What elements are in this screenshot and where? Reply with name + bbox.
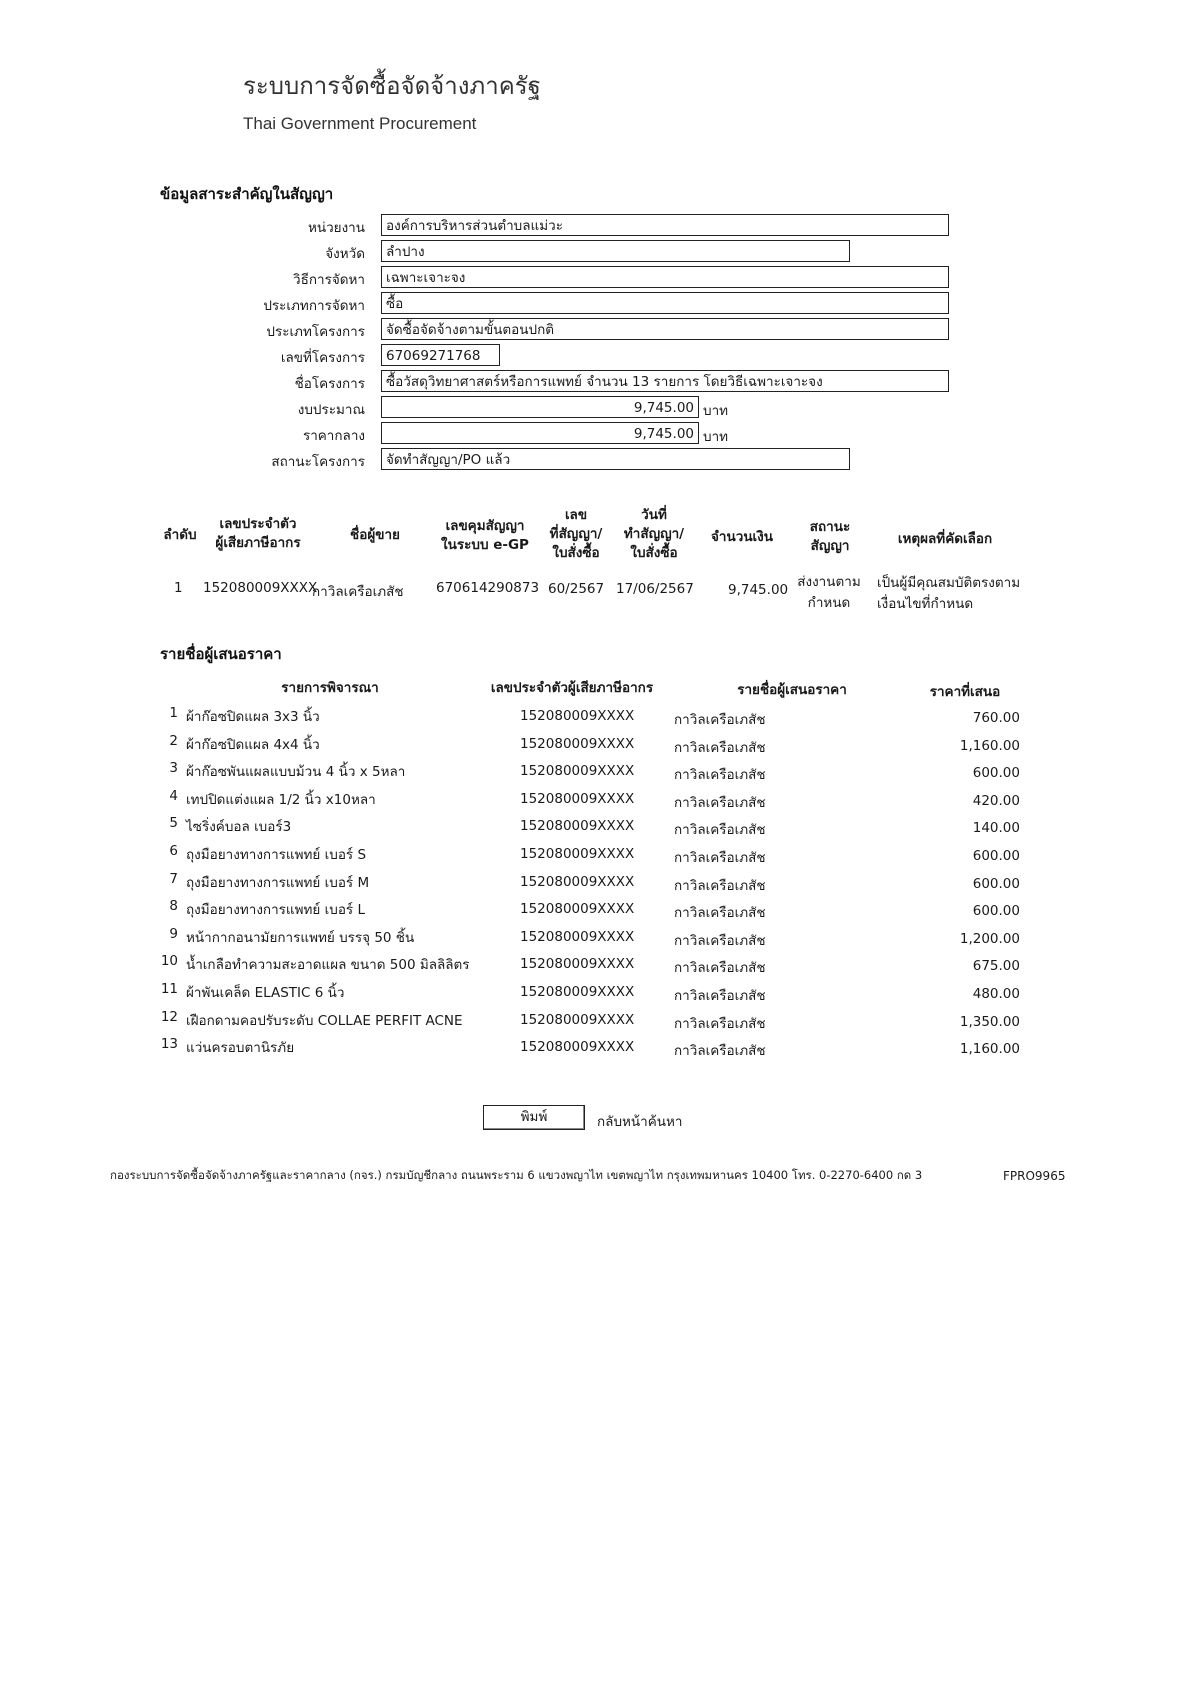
bidder-row-price: 1,200.00 <box>959 931 1020 947</box>
bidder-row-name: กาวิลเครือเภสัช <box>674 740 766 756</box>
bidder-row-name: กาวิลเครือเภสัช <box>674 1016 766 1032</box>
bidder-row-item: ผ้าพันเคล็ด ELASTIC 6 นิ้ว <box>186 985 345 1001</box>
field-label-project-type: ประเภทโครงการ <box>266 324 365 340</box>
field-value-agency: องค์การบริหารส่วนตำบลแม่วะ <box>381 214 949 236</box>
bidder-row-price: 600.00 <box>972 876 1020 892</box>
field-label-procurement-type: ประเภทการจัดหา <box>263 298 365 314</box>
bidder-row-tax-id: 152080009XXXX <box>520 1039 635 1055</box>
bidder-row-no: 6 <box>169 843 178 859</box>
bidder-row-name: กาวิลเครือเภสัช <box>674 1043 766 1059</box>
field-value-province: ลำปาง <box>381 240 850 262</box>
bidder-row-tax-id: 152080009XXXX <box>520 901 635 917</box>
bidder-row-price: 1,160.00 <box>959 1041 1020 1057</box>
contract-header-amount: จำนวนเงิน <box>711 529 773 545</box>
field-label-budget: งบประมาณ <box>297 402 365 418</box>
bidder-row-item: ผ้าก๊อซพันแผลแบบม้วน 4 นิ้ว x 5หลา <box>186 764 406 780</box>
field-label-median-price: ราคากลาง <box>302 428 365 444</box>
budget-unit: บาท <box>703 403 729 419</box>
bidder-row-price: 140.00 <box>972 820 1020 836</box>
bidder-row-no: 7 <box>169 871 178 887</box>
field-label-method: วิธีการจัดหา <box>293 272 365 288</box>
page-title-english: Thai Government Procurement <box>243 114 477 133</box>
back-to-search-link[interactable]: กลับหน้าค้นหา <box>597 1114 683 1130</box>
bidder-row-no: 8 <box>169 898 178 914</box>
summary-heading: ข้อมูลสาระสำคัญในสัญญา <box>160 185 334 203</box>
bidders-heading: รายชื่อผู้เสนอราคา <box>160 645 282 663</box>
bidder-row-item: ไซริ่งค์บอล เบอร์3 <box>186 819 292 835</box>
bidder-row-no: 1 <box>169 705 178 721</box>
bidder-row-item: ผ้าก๊อซปิดแผล 3x3 นิ้ว <box>186 709 320 725</box>
bidder-row-name: กาวิลเครือเภสัช <box>674 712 766 728</box>
contract-row-tax-id: 152080009XXXX <box>203 580 318 596</box>
bidder-row-tax-id: 152080009XXXX <box>520 846 635 862</box>
contract-header-vendor: ชื่อผู้ขาย <box>350 527 400 543</box>
bidder-row-item: หน้ากากอนามัยการแพทย์ บรรจุ 50 ชิ้น <box>186 930 415 946</box>
bidder-row-no: 12 <box>160 1009 178 1025</box>
bidder-row-price: 1,160.00 <box>959 738 1020 754</box>
bidder-row-no: 10 <box>160 953 178 969</box>
contract-header-status: สถานะ สัญญา <box>809 519 851 554</box>
bidders-header-tax-id: เลขประจำตัวผู้เสียภาษีอากร <box>490 680 654 696</box>
field-value-budget: 9,745.00 <box>381 396 699 418</box>
bidder-row-tax-id: 152080009XXXX <box>520 791 635 807</box>
bidder-row-tax-id: 152080009XXXX <box>520 1012 635 1028</box>
contract-header-no: ลำดับ <box>163 527 197 543</box>
field-value-method: เฉพาะเจาะจง <box>381 266 949 288</box>
page-title-thai: ระบบการจัดซื้อจัดจ้างภาครัฐ <box>243 72 541 100</box>
bidder-row-item: ถุงมือยางทางการแพทย์ เบอร์ M <box>186 875 370 891</box>
bidder-row-tax-id: 152080009XXXX <box>520 763 635 779</box>
contract-row-vendor: กาวิลเครือเภสัช <box>312 584 404 600</box>
field-value-procurement-type: ซื้อ <box>381 292 949 314</box>
median-price-unit: บาท <box>703 429 729 445</box>
bidder-row-no: 9 <box>169 926 178 942</box>
bidder-row-name: กาวิลเครือเภสัช <box>674 905 766 921</box>
bidder-row-item: น้ำเกลือทำความสะอาดแผล ขนาด 500 มิลลิลิตร <box>186 957 470 973</box>
bidder-row-name: กาวิลเครือเภสัช <box>674 960 766 976</box>
field-value-project-status: จัดทำสัญญา/PO แล้ว <box>381 448 850 470</box>
footer-address: กองระบบการจัดซื้อจัดจ้างภาครัฐและราคากลาง (กจร.) กรมบัญชีกลาง ถนนพระราม 6 แขวงพญาไท เขตพญาไท กรุงเทพมหานคร 10400 โทร. 0-2270-6400 กด 3 <box>110 1168 923 1182</box>
bidder-row-name: กาวิลเครือเภสัช <box>674 988 766 1004</box>
bidder-row-tax-id: 152080009XXXX <box>520 818 635 834</box>
field-value-median-price: 9,745.00 <box>381 422 699 444</box>
contract-row-amount: 9,745.00 <box>728 582 789 598</box>
contract-header-egp: เลขคุมสัญญา ในระบบ e-GP <box>441 518 529 553</box>
footer-form-code: FPRO9965 <box>1003 1169 1066 1183</box>
field-value-project-type: จัดซื้อจัดจ้างตามขั้นตอนปกติ <box>381 318 949 340</box>
bidder-row-tax-id: 152080009XXXX <box>520 929 635 945</box>
field-value-project-name: ซื้อวัสดุวิทยาศาสตร์หรือการแพทย์ จำนวน 13 รายการ โดยวิธีเฉพาะเจาะจง <box>381 370 949 392</box>
contract-row-status: ส่งงานตาม กำหนด <box>797 574 861 611</box>
bidder-row-name: กาวิลเครือเภสัช <box>674 822 766 838</box>
bidder-row-no: 13 <box>160 1036 178 1052</box>
bidder-row-name: กาวิลเครือเภสัช <box>674 795 766 811</box>
print-button[interactable]: พิมพ์ <box>483 1105 585 1130</box>
contract-header-contract-no: เลข ที่สัญญา/ ใบสั่งซื้อ <box>549 507 603 561</box>
bidder-row-tax-id: 152080009XXXX <box>520 874 635 890</box>
bidder-row-price: 600.00 <box>972 765 1020 781</box>
bidder-row-item: เทปปิดแต่งแผล 1/2 นิ้ว x10หลา <box>186 792 376 808</box>
contract-header-tax-id: เลขประจำตัว ผู้เสียภาษีอากร <box>215 516 301 551</box>
bidder-row-no: 4 <box>169 788 178 804</box>
bidders-header-price: ราคาที่เสนอ <box>929 684 1001 700</box>
field-label-project-number: เลขที่โครงการ <box>280 350 365 366</box>
bidder-row-item: แว่นครอบตานิรภัย <box>186 1040 295 1056</box>
bidder-row-no: 3 <box>169 760 178 776</box>
bidder-row-name: กาวิลเครือเภสัช <box>674 767 766 783</box>
field-label-province: จังหวัด <box>325 246 365 262</box>
bidder-row-item: ถุงมือยางทางการแพทย์ เบอร์ S <box>186 847 367 863</box>
bidder-row-price: 600.00 <box>972 903 1020 919</box>
contract-row-reason: เป็นผู้มีคุณสมบัติตรงตาม เงื่อนไขที่กำหนด <box>877 575 1021 612</box>
field-label-project-name: ชื่อโครงการ <box>294 376 365 392</box>
bidders-header-name: รายชื่อผู้เสนอราคา <box>737 682 847 698</box>
bidder-row-price: 1,350.00 <box>959 1014 1020 1030</box>
contract-header-reason: เหตุผลที่คัดเลือก <box>897 531 993 547</box>
bidders-header-item: รายการพิจารณา <box>281 680 379 696</box>
field-value-project-number: 67069271768 <box>381 344 500 366</box>
contract-row-no: 1 <box>174 580 183 596</box>
bidder-row-item: ผ้าก๊อซปิดแผล 4x4 นิ้ว <box>186 737 320 753</box>
bidder-row-item: ถุงมือยางทางการแพทย์ เบอร์ L <box>186 902 365 918</box>
bidder-row-no: 2 <box>169 733 178 749</box>
bidder-row-item: เฝือกดามคอปรับระดับ COLLAE PERFIT ACNE <box>186 1013 463 1029</box>
bidder-row-no: 5 <box>169 815 178 831</box>
bidder-row-tax-id: 152080009XXXX <box>520 956 635 972</box>
bidder-row-name: กาวิลเครือเภสัช <box>674 878 766 894</box>
bidder-row-price: 420.00 <box>972 793 1020 809</box>
bidder-row-name: กาวิลเครือเภสัช <box>674 850 766 866</box>
bidder-row-no: 11 <box>160 981 178 997</box>
bidder-row-tax-id: 152080009XXXX <box>520 708 635 724</box>
contract-row-egp: 670614290873 <box>436 580 540 596</box>
field-label-agency: หน่วยงาน <box>307 220 365 236</box>
bidder-row-price: 760.00 <box>972 710 1020 726</box>
bidder-row-name: กาวิลเครือเภสัช <box>674 933 766 949</box>
bidder-row-tax-id: 152080009XXXX <box>520 736 635 752</box>
contract-row-contract-no: 60/2567 <box>548 581 605 597</box>
contract-row-date: 17/06/2567 <box>616 581 694 597</box>
bidder-row-tax-id: 152080009XXXX <box>520 984 635 1000</box>
bidder-row-price: 480.00 <box>972 986 1020 1002</box>
field-label-project-status: สถานะโครงการ <box>271 454 365 470</box>
contract-header-date: วันที่ ทำสัญญา/ ใบสั่งซื้อ <box>623 507 685 561</box>
bidder-row-price: 600.00 <box>972 848 1020 864</box>
bidder-row-price: 675.00 <box>972 958 1020 974</box>
